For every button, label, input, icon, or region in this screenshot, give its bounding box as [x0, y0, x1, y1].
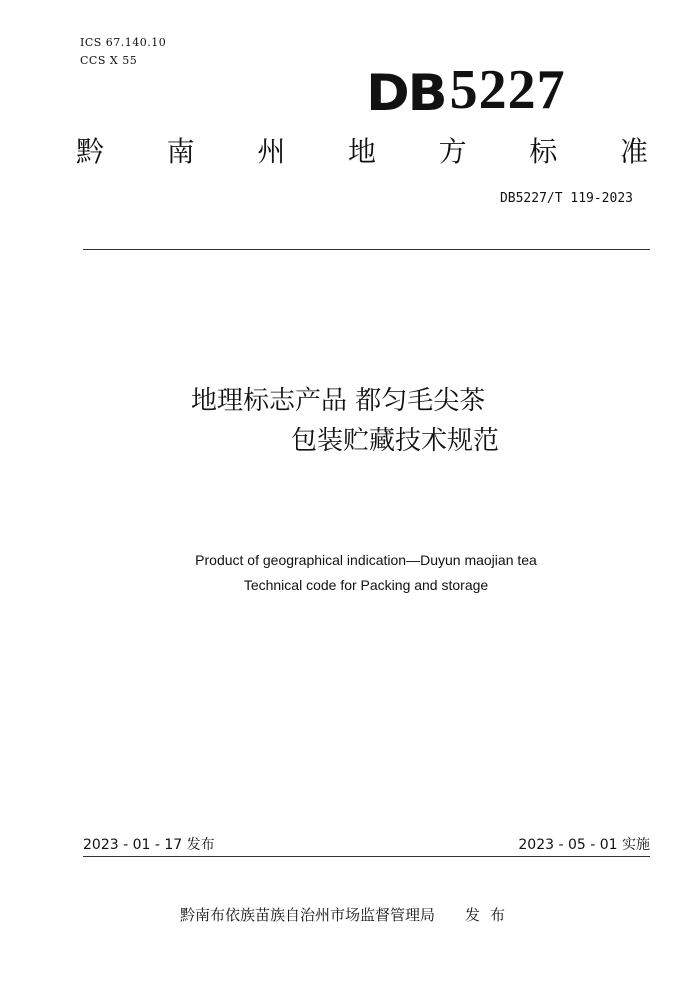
publish-date: 2023 - 01 - 17 发布: [83, 837, 215, 853]
issue-word: 发布: [465, 906, 516, 924]
standard-title-char: 黔: [76, 135, 105, 168]
issuer-name: 黔南布依族苗族自治州市场监督管理局: [180, 906, 436, 924]
db-mark-letters: DB: [366, 64, 446, 122]
chinese-title-line-1: 地理标志产品 都匀毛尖茶: [191, 386, 486, 416]
implementation-date: 2023 - 05 - 01 实施: [518, 837, 650, 853]
standard-type-title: [76, 134, 648, 170]
ics-code: ICS 67.140.10: [80, 36, 167, 49]
standard-title-char: 准: [619, 135, 648, 168]
chinese-title-line-2: 包装贮藏技术规范: [291, 426, 500, 456]
classification-block: [80, 34, 166, 70]
standard-code: DB5227/T 119-2023: [499, 191, 633, 206]
ccs-code: CCS X 55: [80, 54, 138, 67]
issuer-line: [180, 904, 515, 925]
standard-title-char: 州: [257, 135, 286, 168]
db-standard-mark: [366, 58, 566, 122]
db-mark-number: 5227: [449, 59, 566, 121]
top-divider: [83, 249, 650, 250]
standard-title-char: 南: [166, 135, 195, 168]
standard-title-char: 方: [438, 135, 467, 168]
english-title-line-2: Technical code for Packing and storage: [243, 577, 489, 593]
standard-title-char: 标: [529, 135, 558, 168]
english-title: [0, 548, 700, 598]
bottom-divider: [83, 856, 650, 857]
standard-title-char: 地: [347, 135, 376, 168]
english-title-line-1: Product of geographical indication—Duyun maojian tea: [195, 552, 537, 568]
